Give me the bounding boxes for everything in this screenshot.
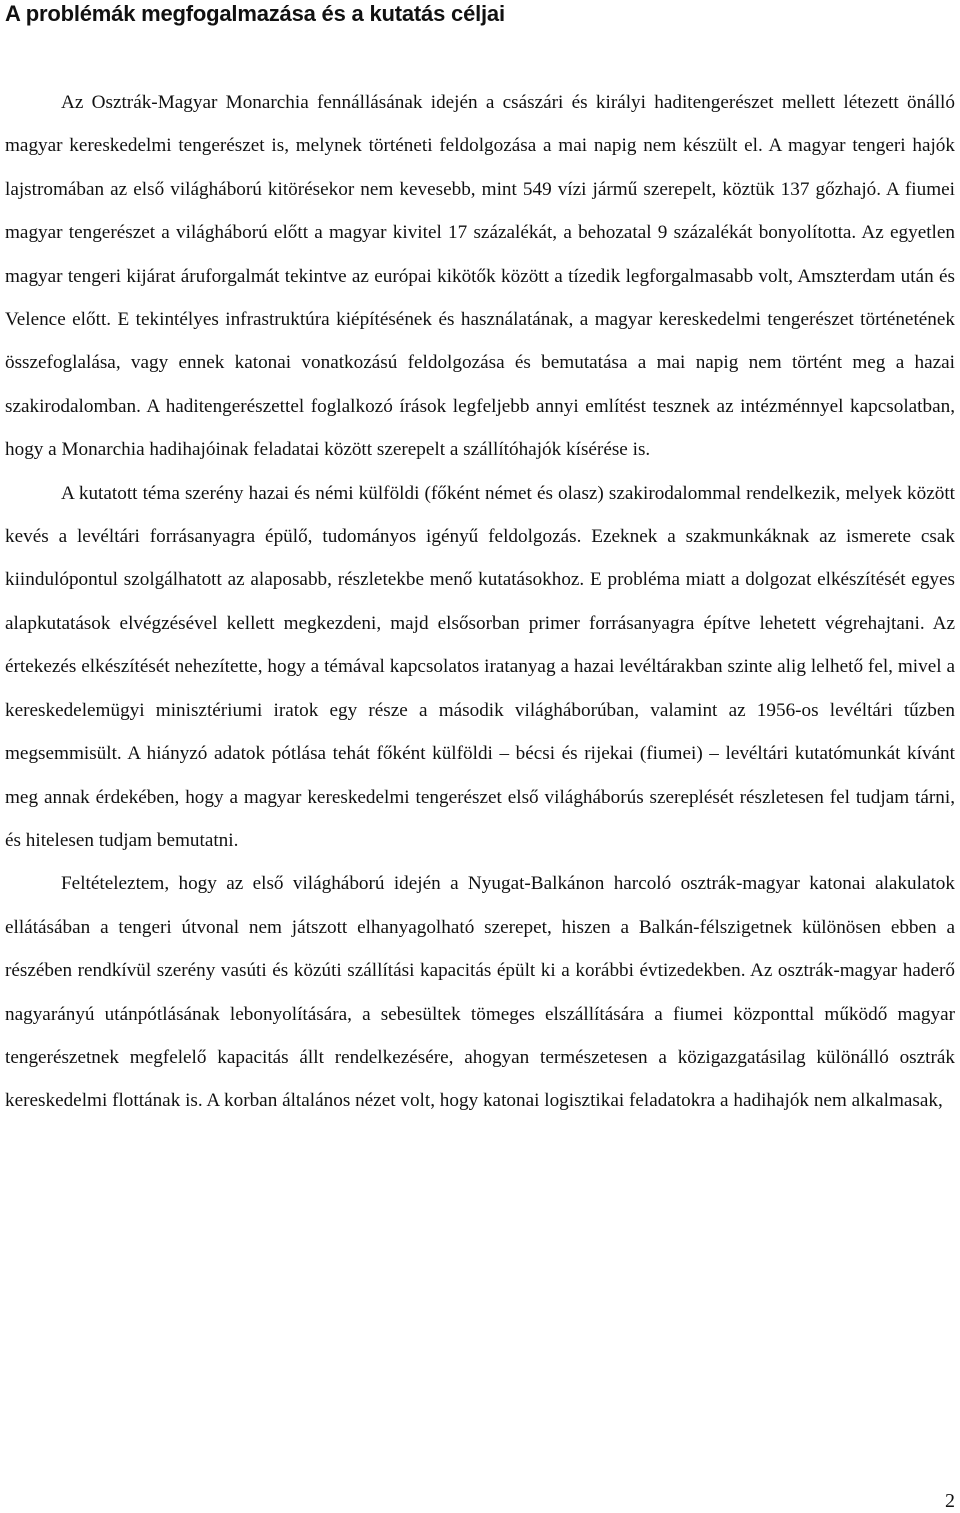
paragraph-3: Feltételeztem, hogy az első világháború idején a Nyugat-Balkánon harcoló osztrák-magyar katonai alakulatok ellátásában a tengeri útvonal nem játszott elhanyagolható szerepet, hiszen a Balkán-félszigetnek különösen ebben a részében rendkívül szerény vasúti és közúti szállítási kapacitás épült ki a korábbi évtizedekben. Az osztrák-magyar haderő nagyarányú utánpótlásának lebonyolítására, a sebesültek tömeges elszállítására a fiumei központtal működő magyar tengerészetnek megfelelő kapacitás állt rendelkezésére, ahogyan természetesen a közigazgatásilag különálló osztrák kereskedelmi flottának is. A korban általános nézet volt, hogy katonai logisztikai feladatokra a hadihajók nem alkalmasak, bbox=[5, 873, 955, 1112]
paragraph-2: A kutatott téma szerény hazai és némi külföldi (főként német és olasz) szakirodalommal rendelkezik, melyek között kevés a levéltári forrásanyagra épülő, tudományos igényű feldolgozás. Ezeknek a szakmunkáknak az ismerete csak kiindulópontul szolgálhatott az alaposabb, részletekbe menő kutatásokhoz. E probléma miatt a dolgozat elkészítését egyes alapkutatások elvégzésével kellett megkezdeni, majd elsősorban primer forrásanyagra építve lehetett végrehajtani. Az értekezés elkészítését nehezítette, hogy a témával kapcsolatos iratanyag a hazai levéltárakban szinte alig lelhető fel, mivel a kereskedelemügyi minisztériumi iratok egy része a második világháborúban, valamint az 1956-os levéltári tűzben megsemmisült. A hiányzó adatok pótlása tehát főként külföldi – bécsi és rijekai (fiumei) – levéltári kutatómunkát kívánt meg annak érdekében, hogy a magyar kereskedelmi tengerészet első világháborús szereplését részletesen fel tudjam tárni, és hitelesen tudjam bemutatni. bbox=[5, 482, 955, 851]
section-heading: A problémák megfogalmazása és a kutatás céljai bbox=[5, 1, 505, 26]
paragraph-1: Az Osztrák-Magyar Monarchia fennállásának idején a császári és királyi haditengerészet mellett létezett önálló magyar kereskedelmi tengerészet is, melynek történeti feldolgozása a mai napig nem készült el. A magyar tengeri hajók lajstromában az első világháború kitörésekor nem kevesebb, mint 549 vízi jármű szerepelt, köztük 137 gőzhajó. A fiumei magyar tengerészet a világháború előtt a magyar kivitel 17 százalékát, a behozatal 9 százalékát bonyolította. Az egyetlen magyar tengeri kijárat áruforgalmát tekintve az európai kikötők között a tízedik legforgalmasabb volt, Amszterdam után és Velence előtt. E tekintélyes infrastruktúra kiépítésének és használatának, a magyar kereskedelmi tengerészet történetének összefoglalása, vagy ennek katonai vonatkozású feldolgozása és bemutatása a mai napig nem történt meg a hazai szakirodalomban. A haditengerészettel foglalkozó írások legfeljebb annyi említést tesznek az intézménnyel kapcsolatban, hogy a Monarchia hadihajóinak feladatai között szerepelt a szállítóhajók kísérése is. bbox=[5, 92, 955, 461]
body-text bbox=[5, 81, 955, 1123]
page-number: 2 bbox=[945, 1490, 955, 1512]
